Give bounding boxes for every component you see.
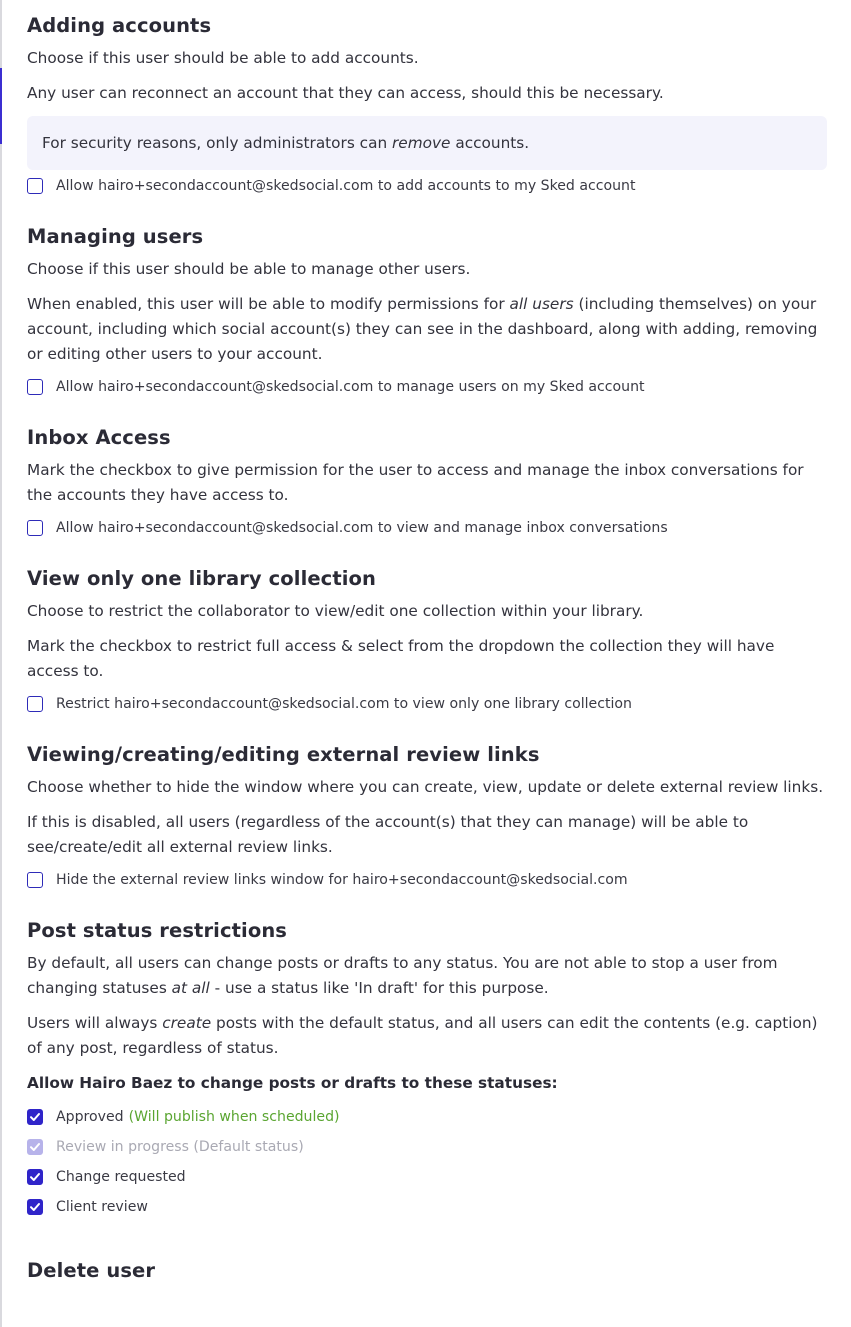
section-description: Mark the checkbox to give permission for the user to access and manage the inbox conversations for the accounts they have access to. [27, 461, 804, 504]
status-client-review-checkbox[interactable] [27, 1199, 43, 1215]
section-description: When enabled, this user will be able to modify permissions for all users (including themselves) on your account, including which social account(s) they can see in the dashboard, along with adding, removing or editing other users to your account. [27, 295, 818, 363]
checkmark-icon [29, 1141, 41, 1153]
library-collection-checkbox-row[interactable] [27, 693, 827, 715]
status-change-requested-checkbox[interactable] [27, 1169, 43, 1185]
manage-users-checkbox-row[interactable] [27, 376, 827, 398]
status-label: Approved [56, 1109, 124, 1125]
status-list [27, 1102, 827, 1222]
section-inbox-access [27, 425, 827, 539]
section-review-links [27, 742, 827, 891]
checkmark-icon [29, 1111, 41, 1123]
add-accounts-checkbox[interactable] [27, 178, 43, 194]
user-permissions-panel [27, 0, 827, 1284]
inbox-access-checkbox[interactable] [27, 520, 43, 536]
manage-users-checkbox[interactable] [27, 379, 43, 395]
section-description: Any user can reconnect an account that they can access, should this be necessary. [27, 84, 664, 102]
review-links-checkbox-row[interactable] [27, 869, 827, 891]
section-description: If this is disabled, all users (regardless of the account(s) that they can manage) will be able to see/create/edit all external review links. [27, 813, 749, 856]
status-permissions-subhead: Allow Hairo Baez to change posts or drafts to these statuses: [27, 1074, 558, 1092]
section-managing-users [27, 224, 827, 398]
library-collection-checkbox[interactable] [27, 696, 43, 712]
checkmark-icon [29, 1201, 41, 1213]
section-description: Mark the checkbox to restrict full access & select from the dropdown the collection they will have access to. [27, 637, 775, 680]
status-note: (Will publish when scheduled) [128, 1109, 340, 1125]
status-label: Review in progress (Default status) [56, 1139, 304, 1155]
section-title: View only one library collection [27, 567, 377, 590]
status-change-requested-row[interactable] [27, 1162, 827, 1192]
status-approved-checkbox[interactable] [27, 1109, 43, 1125]
status-review-in-progress-checkbox [27, 1139, 43, 1155]
checkmark-icon [29, 1171, 41, 1183]
left-rail-accent [0, 68, 2, 144]
review-links-checkbox[interactable] [27, 872, 43, 888]
status-review-in-progress-row [27, 1132, 827, 1162]
section-library-collection [27, 566, 827, 715]
checkbox-label: Allow hairo+secondaccount@skedsocial.com to manage users on my Sked account [56, 379, 645, 395]
section-description: Choose if this user should be able to add accounts. [27, 49, 419, 67]
status-approved-row[interactable] [27, 1102, 827, 1132]
section-description: Users will always create posts with the default status, and all users can edit the contents (e.g. caption) of any post, regardless of status. [27, 1014, 818, 1057]
status-client-review-row[interactable] [27, 1192, 827, 1222]
checkbox-label: Allow hairo+secondaccount@skedsocial.com to add accounts to my Sked account [56, 178, 636, 194]
section-post-status [27, 918, 827, 1222]
checkbox-label: Allow hairo+secondaccount@skedsocial.com to view and manage inbox conversations [56, 520, 668, 536]
section-adding-accounts [27, 0, 827, 197]
inbox-access-checkbox-row[interactable] [27, 517, 827, 539]
section-description: By default, all users can change posts or drafts to any status. You are not able to stop a user from changing statuses at all - use a status like 'In draft' for this purpose. [27, 954, 778, 997]
left-rail [0, 0, 2, 1327]
section-description: Choose if this user should be able to manage other users. [27, 260, 471, 278]
section-delete-user [27, 1258, 827, 1284]
section-title: Viewing/creating/editing external review links [27, 743, 540, 766]
section-description: Choose to restrict the collaborator to view/edit one collection within your library. [27, 602, 644, 620]
status-label: Change requested [56, 1169, 186, 1185]
section-title: Adding accounts [27, 14, 212, 37]
section-description: Choose whether to hide the window where you can create, view, update or delete external review links. [27, 778, 824, 796]
security-notice: For security reasons, only administrators can remove accounts. [27, 116, 827, 170]
checkbox-label: Restrict hairo+secondaccount@skedsocial.com to view only one library collection [56, 696, 632, 712]
section-title: Delete user [27, 1259, 156, 1282]
section-title: Managing users [27, 225, 204, 248]
add-accounts-checkbox-row[interactable] [27, 175, 827, 197]
status-label: Client review [56, 1199, 148, 1215]
section-title: Inbox Access [27, 426, 171, 449]
section-title: Post status restrictions [27, 919, 288, 942]
checkbox-label: Hide the external review links window for hairo+secondaccount@skedsocial.com [56, 872, 628, 888]
